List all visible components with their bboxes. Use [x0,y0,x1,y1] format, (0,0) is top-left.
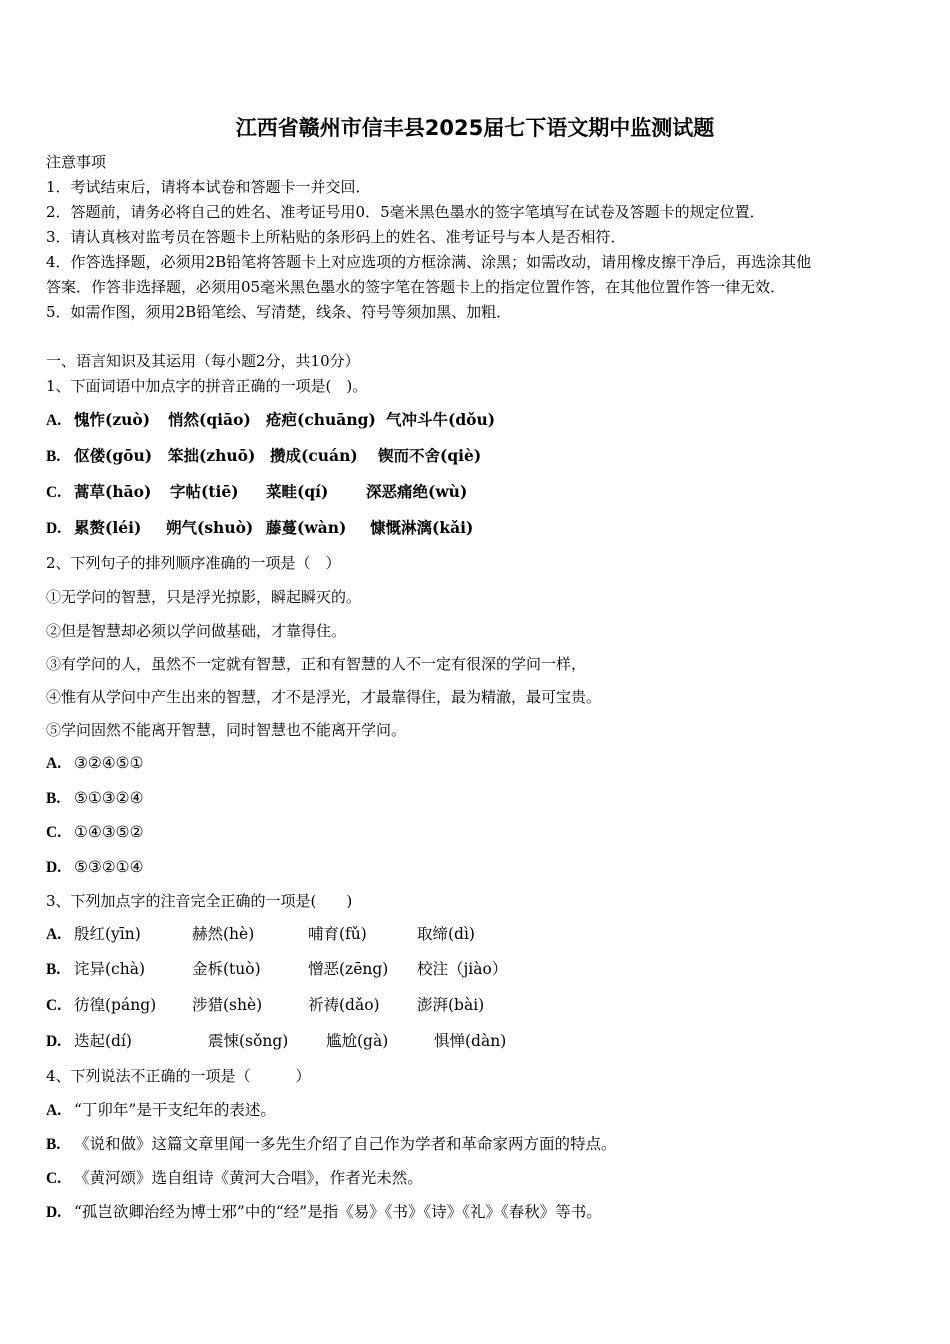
page-title: 江西省赣州市信丰县2025届七下语文期中监测试题 [235,116,715,140]
option-item: 累赘(léi) [74,518,142,537]
option-item: 深恶痛绝(wù) [366,482,468,501]
option-text: ⑤①③②④ [74,789,144,807]
option-item: 藤蔓(wàn) [266,518,347,537]
question-1-option-b: B. 伛偻(gōu) 笨拙(zhuō) 攒成(cuán) 锲而不舍(qiè) [46,446,482,465]
question-4-stem: 4、下列说法不正确的一项是（ ） [46,1067,311,1085]
question-3-option-a: A. 殷红(yīn) 赫然(hè) 哺育(fǔ) 取缔(dì) [46,925,475,943]
option-item: 迭起(dí) [74,1032,132,1050]
notice-item: 1．考试结束后，请将本试卷和答题卡一并交回． [46,178,371,196]
question-2-sentence: ④惟有从学问中产生出来的智慧，才不是浮光，才最靠得住，最为精澈，最可宝贵。 [46,688,602,706]
option-text: “孤岂欲卿治经为博士邪”中的“经”是指《易》《书》《诗》《礼》《春秋》等书。 [74,1203,602,1221]
question-2-sentence: ③有学问的人，虽然不一定就有智慧，正和有智慧的人不一定有很深的学问一样， [46,655,587,673]
option-item: 惧惮(dàn) [434,1032,507,1050]
option-text: 《黄河颂》选自组诗《黄河大合唱》，作者光未然。 [74,1169,423,1187]
option-item: 锲而不舍(qiè) [378,446,482,465]
question-3-stem: 3、下列加点字的注音完全正确的一项是( ) [46,892,353,910]
option-item: 祈祷(dǎo) [308,996,380,1014]
option-item: 澎湃(bài) [417,996,485,1014]
question-1-option-c: C. 蒿草(hāo) 字帖(tiē) 菜畦(qí) 深恶痛绝(wù) [46,482,468,501]
section-heading: 一、语言知识及其运用（每小题2分，共10分） [46,352,360,370]
question-1-stem: 1、下面词语中加点字的拼音正确的一项是( )。 [46,377,368,395]
question-2-sentence: ②但是智慧却必须以学问做基础，才靠得住。 [46,622,347,640]
question-4-option-c: C. 《黄河颂》选自组诗《黄河大合唱》，作者光未然。 [46,1169,423,1187]
question-1-option-d: D. 累赘(léi) 朔气(shuò) 藤蔓(wàn) 慷慨淋漓(kǎi) [46,518,474,537]
option-text: ⑤③②①④ [74,858,144,876]
notice-item: 3．请认真核对监考员在答题卡上所粘贴的条形码上的姓名、准考证号与本人是否相符． [46,228,626,246]
question-2-stem: 2、下列句子的排列顺序准确的一项是（ ） [46,554,341,572]
option-item: 金柝(tuò) [192,960,261,978]
option-item: 殷红(yīn) [74,925,141,943]
option-text: “丁卯年”是干支纪年的表述。 [74,1101,276,1119]
option-item: 笨拙(zhuō) [168,446,256,465]
question-2-option-c: C. ①④③⑤② [46,823,144,841]
option-text: ③②④⑤① [74,754,144,772]
notice-item: 答案．作答非选择题，必须用05毫米黑色墨水的签字笔在答题卡上的指定位置作答，在其他位置作答一律无效． [46,278,786,296]
question-3-option-d: D. 迭起(dí) 震悚(sǒng) 尴尬(gà) 惧惮(dàn) [46,1032,507,1050]
question-4-option-a: A. “丁卯年”是干支纪年的表述。 [46,1101,276,1119]
option-item: 字帖(tiē) [170,482,239,501]
question-2-option-d: D. ⑤③②①④ [46,858,144,876]
notice-item: 4．作答选择题，必须用2B铅笔将答题卡上对应选项的方框涂满、涂黑；如需改动，请用橡皮擦干净后，再选涂其他 [46,253,812,271]
option-item: 诧异(chà) [74,960,145,978]
notice-item: 5．如需作图，须用2B铅笔绘、写清楚，线条、符号等须加黑、加粗． [46,303,512,321]
question-2-sentence: ⑤学问固然不能离开智慧，同时智慧也不能离开学问。 [46,721,407,739]
option-item: 彷徨(páng) [74,996,157,1014]
question-2-option-a: A. ③②④⑤① [46,754,144,772]
question-4-option-d: D. “孤岂欲卿治经为博士邪”中的“经”是指《易》《书》《诗》《礼》《春秋》等书。 [46,1203,602,1221]
option-text: ①④③⑤② [74,823,144,841]
notice-heading: 注意事项 [46,153,107,171]
option-item: 憎恶(zēng) [308,960,389,978]
option-item: 涉猎(shè) [192,996,263,1014]
option-item: 校注（jiào） [417,960,508,978]
option-item: 尴尬(gà) [326,1032,389,1050]
option-item: 取缔(dì) [417,925,475,943]
option-item: 疮疤(chuāng) [266,410,376,429]
option-item: 哺育(fǔ) [308,925,367,943]
option-item: 蒿草(hāo) [74,482,152,501]
option-item: 赫然(hè) [192,925,255,943]
question-1-option-a: A. 愧怍(zuò) 悄然(qiāo) 疮疤(chuāng) 气冲斗牛(dǒu) [46,410,496,429]
option-item: 朔气(shuò) [166,518,254,537]
option-item: 气冲斗牛(dǒu) [386,410,496,429]
option-item: 震悚(sǒng) [208,1032,289,1050]
question-4-option-b: B. 《说和做》这篇文章里闻一多先生介绍了自己作为学者和革命家两方面的特点。 [46,1135,617,1153]
option-item: 菜畦(qí) [266,482,329,501]
option-item: 愧怍(zuò) [74,410,151,429]
question-2-sentence: ①无学问的智慧，只是浮光掠影，瞬起瞬灭的。 [46,588,362,606]
option-item: 攒成(cuán) [270,446,358,465]
option-item: 伛偻(gōu) [74,446,153,465]
option-item: 慷慨淋漓(kǎi) [370,518,474,537]
option-text: 《说和做》这篇文章里闻一多先生介绍了自己作为学者和革命家两方面的特点。 [74,1135,617,1153]
question-2-option-b: B. ⑤①③②④ [46,789,144,807]
option-item: 悄然(qiāo) [168,410,251,429]
question-3-option-c: C. 彷徨(páng) 涉猎(shè) 祈祷(dǎo) 澎湃(bài) [46,996,485,1014]
notice-item: 2．答题前，请务必将自己的姓名、准考证号用0．5毫米黑色墨水的签字笔填写在试卷及答题卡的规定位置． [46,203,765,221]
question-3-option-b: B. 诧异(chà) 金柝(tuò) 憎恶(zēng) 校注（jiào） [46,960,508,978]
